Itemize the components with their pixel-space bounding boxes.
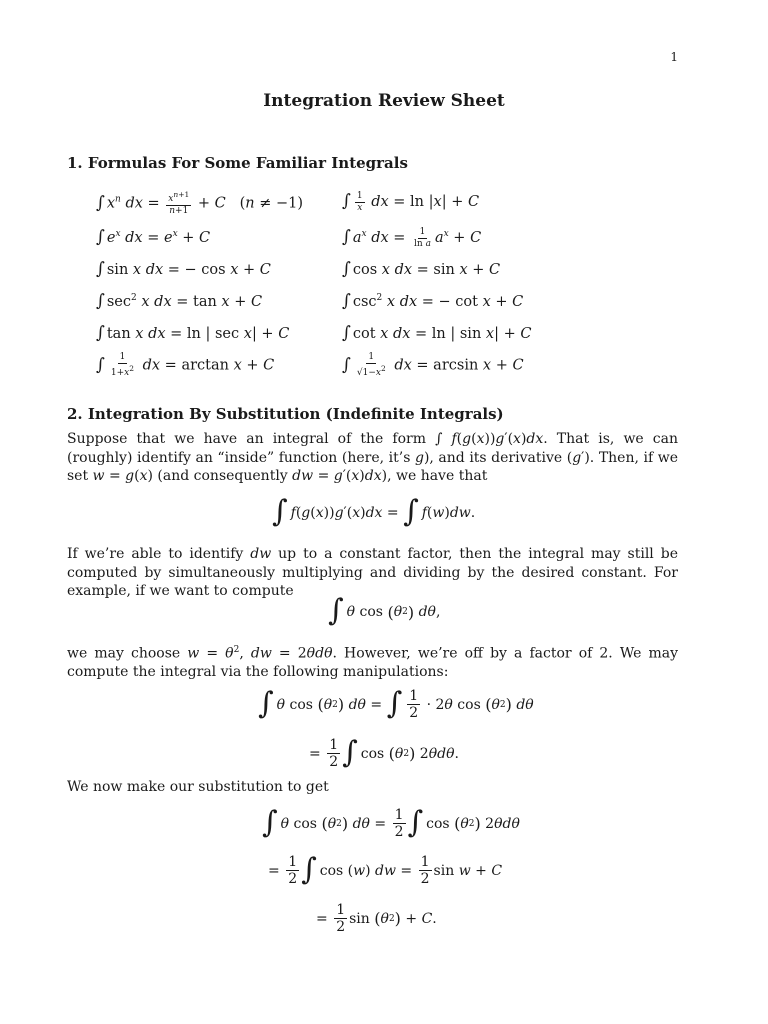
- formula-arcsin: ∫ $\frac{1}{√1-x^2}$ dx = arcsin x + C: [342, 352, 524, 378]
- formula-csc-squared: ∫ $\csc^2 x$ dx = − cot x + C: [342, 291, 524, 311]
- formula-sec-squared: ∫ $\sec^2 x$ dx = tan x + C: [96, 291, 263, 311]
- equation-manipulation-2: = $\frac{1}{2}$ ∫ cos ( θ 2 ) 2 θdθ .: [309, 734, 459, 770]
- equation-result-1: ∫ θ cos ( θ 2 ) dθ = $\frac{1}{2}$ ∫ cos ( θ 2 ) 2 θdθ: [262, 804, 520, 840]
- formula-arctan: ∫ $\frac{1}{1+x^2}$ dx = arctan x + C: [96, 352, 275, 378]
- formula-a-power: ∫ $a^x$ dx = $\frac{1}{\text{ln a}}$ $a^x + C$: [342, 226, 482, 249]
- formula-cot: ∫ cot x dx = ln | sin x| + C: [342, 323, 532, 343]
- formula-tan: ∫ tan x dx = ln | sec x| + C: [96, 323, 290, 343]
- formula-reciprocal: ∫ $\frac{1}{x}$ dx = ln |x| + C: [342, 190, 480, 213]
- paragraph-substitution-intro: Suppose that we have an integral of the form ∫ f(g(x))g′(x)dx. That is, we can (roughly) identify an “inside” function (here, it’s g), and its derivative (g′). Then, if we set w = g(x) (and consequently dw = g′(x)dx), we have that: [67, 431, 679, 484]
- paragraph-constant-factor: If we’re able to identify dw up to a constant factor, then the integral may still be computed by simultaneously multiplying and dividing by the desired constant. For example, if we want to compute: [67, 546, 678, 599]
- equation-result-2: = $\frac{1}{2}$ ∫ cos ( w ) dw = $\frac{1}{2}$ sin w + C: [268, 851, 503, 887]
- formula-exp: ∫ $e^x$ dx = $e^x + C$: [96, 227, 211, 247]
- page-title: Integration Review Sheet: [263, 91, 505, 111]
- formula-sin: ∫ sin x dx = − cos x + C: [96, 259, 271, 279]
- paragraph-make-substitution: We now make our substitution to get: [67, 779, 329, 795]
- equation-example: ∫ θ cos ( θ 2 ) dθ ,: [328, 593, 441, 628]
- equation-substitution: ∫ f ( g ( x )) g ′( x ) dx = ∫ f ( w ) dw .: [272, 494, 476, 529]
- equation-result-3: = $\frac{1}{2}$ sin ( θ 2 ) + C .: [316, 902, 437, 935]
- page-number: 1: [670, 50, 678, 64]
- section1-heading: 1. Formulas For Some Familiar Integrals: [67, 154, 408, 172]
- paragraph-choose-w: we may choose $w = \theta^2$, dw = 2θdθ. However, we’re off by a factor of 2. We may compute the integral via the following manipulations:: [67, 645, 678, 681]
- equation-manipulation-1: ∫ θ cos ( θ 2 ) dθ = ∫ $\frac{1}{2}$ · 2 θ cos ( θ 2 ) dθ: [258, 685, 534, 721]
- formula-cos: ∫ cos x dx = sin x + C: [342, 259, 501, 279]
- section2-heading: 2. Integration By Substitution (Indefinite Integrals): [67, 405, 504, 423]
- formula-power-rule: ∫ $x^n$ dx = $\frac{x^{n+1}}{n+1}$ + C (n ≠ −1): [96, 190, 303, 216]
